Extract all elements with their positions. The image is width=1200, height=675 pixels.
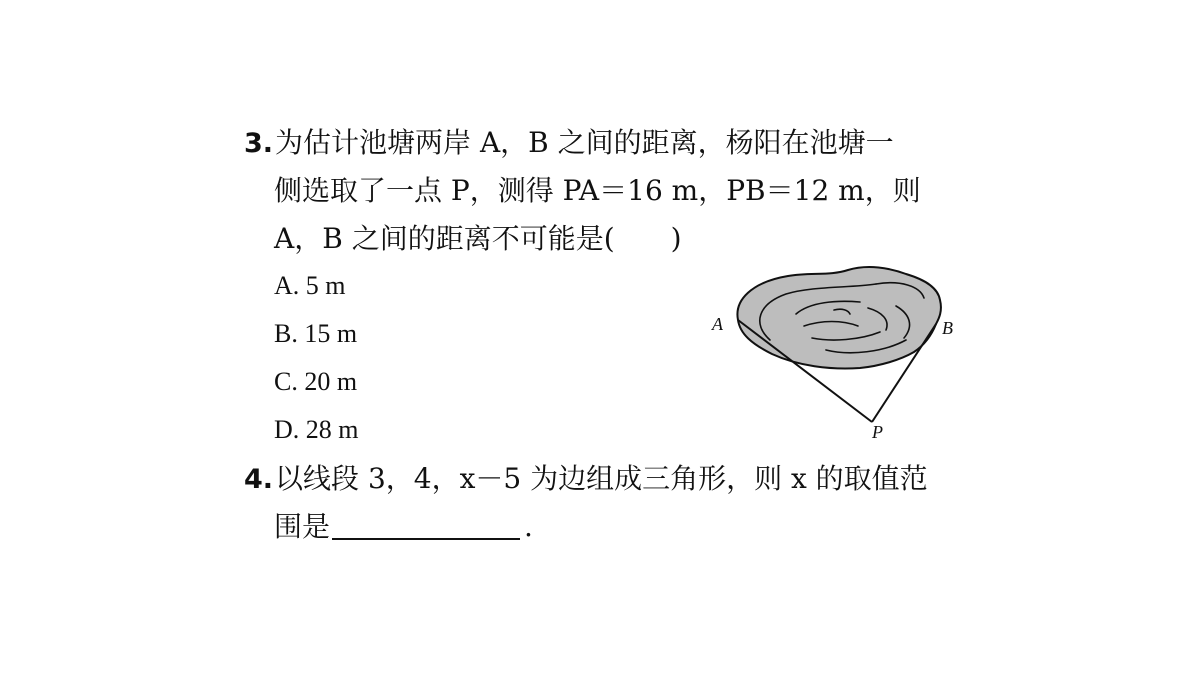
q4-text-2: 围是 (274, 510, 331, 543)
q4-text-1: 以线段 3，4，x－5 为边组成三角形，则 x 的取值范 (275, 462, 928, 495)
q3-line-3: A，B 之间的距离不可能是( ) (274, 222, 682, 255)
q3-option-b[interactable]: B. 15 m (274, 319, 358, 348)
q4-number: 4. (244, 464, 274, 495)
pond-figure (700, 262, 970, 442)
q4-period: . (524, 510, 533, 543)
label-p: P (872, 422, 883, 442)
label-b: B (942, 318, 953, 338)
pond-shape (737, 267, 940, 368)
q3-line-2: 侧选取了一点 P，测得 PA＝16 m，PB＝12 m，则 (274, 174, 921, 207)
q3-option-a[interactable]: A. 5 m (274, 271, 346, 300)
q4-answer-blank[interactable] (332, 510, 520, 540)
q4-line-2 (274, 510, 533, 544)
q3-number: 3. (244, 128, 274, 159)
q3-line-1 (244, 126, 894, 161)
label-a: A (712, 314, 723, 334)
q3-option-c[interactable]: C. 20 m (274, 367, 358, 396)
q3-option-d[interactable]: D. 28 m (274, 415, 359, 444)
q3-text-1: 为估计池塘两岸 A，B 之间的距离，杨阳在池塘一 (275, 126, 894, 159)
q4-line-1 (244, 462, 928, 497)
